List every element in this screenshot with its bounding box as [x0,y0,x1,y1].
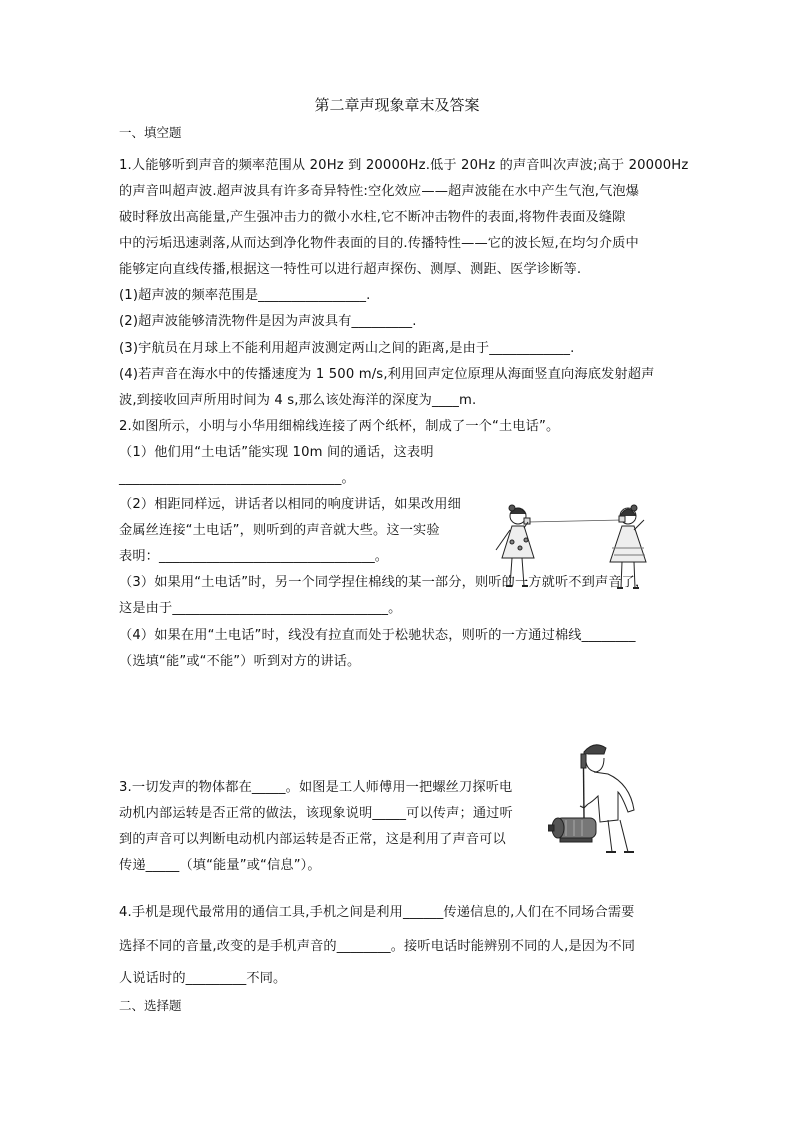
q3-line-1: 3.一切发声的物体都在_____。如图是工人师傅用一把螺丝刀探听电 [119,780,513,795]
q3-line-2: 动机内部运转是否正常的做法，该现象说明_____可以传声；通过听 [119,806,513,821]
q2-sub-3-line-1: （3）如果用“土电话”时，另一个同学捏住棉线的某一部分，则听的一方就听不到声音了， [119,575,649,590]
q2-sub-2-line-1: （2）相距同样远，讲话者以相同的响度讲话，如果改用细 [119,497,461,512]
q2-sub-4-line-1: （4）如果在用“土电话”时，线没有拉直而处于松驰状态，则听的一方通过棉线________ [119,628,636,643]
q1-line-1: 1.人能够听到声音的频率范围从 20Hz 到 20000Hz.低于 20Hz 的声音叫次声波;高于 20000Hz [119,158,689,173]
q1-line-2: 的声音叫超声波.超声波具有许多奇异特性:空化效应——超声波能在水中产生气泡,气泡爆 [119,184,640,199]
q2-sub-2-line-3: 表明：________________________________。 [119,549,389,564]
q4-line-3: 人说话时的_________不同。 [119,971,287,986]
q1-line-5: 能够定向直线传播,根据这一特性可以进行超声探伤、测厚、测距、医学诊断等. [119,262,582,277]
q1-line-4: 中的污垢迅速剥落,从而达到净化物件表面的目的.传播特性——它的波长短,在均匀介质中 [119,236,639,251]
q2-sub-1-line-2: _________________________________。 [119,471,355,486]
screwdriver [581,754,586,818]
section-heading-multiple-choice: 二、选择题 [119,998,182,1013]
q3-line-3: 到的声音可以判断电动机内部运转是否正常，这是利用了声音可以 [119,832,506,847]
worker-motor-illustration [548,740,660,858]
q4-line-1: 4.手机是现代最常用的通信工具,手机之间是利用______传递信息的,人们在不同场合需要 [119,905,635,920]
girl-left [496,505,534,586]
q2-sub-3-line-2: 这是由于________________________________。 [119,601,402,616]
section-heading-fill-in: 一、填空题 [119,125,182,140]
q2-sub-1-line-1: （1）他们用“土电话”能实现 10m 间的通话，这表明 [119,445,434,460]
q1-sub-1: (1)超声波的频率范围是________________. [119,288,371,303]
q1-sub-4-line-2: 波,到接收回声所用时间为 4 s,那么该处海洋的深度为____m. [119,393,477,408]
q1-sub-4-line-1: (4)若声音在海水中的传播速度为 1 500 m/s,利用回声定位原理从海面竖直向海底发射超声 [119,367,655,382]
q2-sub-4-line-2: （选填“能”或“不能”）听到对方的讲话。 [119,654,361,669]
q1-sub-3: (3)宇航员在月球上不能利用超声波测定两山之间的距离,是由于____________. [119,341,575,356]
q2-intro: 2.如图所示，小明与小华用细棉线连接了两个纸杯，制成了一个“土电话”。 [119,419,560,434]
q1-sub-2: (2)超声波能够清洗物件是因为声波具有_________. [119,314,417,329]
string-line [528,520,622,522]
girl-right [610,505,646,588]
q3-line-4: 传递_____（填“能量”或“信息”）。 [119,858,321,873]
page-title: 第二章声现象章末及答案 [314,96,480,114]
motor [548,818,596,842]
q2-sub-2-line-2: 金属丝连接“土电话”，则听到的声音就大些。这一实验 [119,523,440,538]
tin-can-phone-illustration [488,500,658,600]
q1-line-3: 破时释放出高能量,产生强冲击力的微小水柱,它不断冲击物件的表面,将物件表面及缝隙 [119,210,626,225]
q4-line-2: 选择不同的音量,改变的是手机声音的________。接听电话时能辨别不同的人,是因为不同 [119,939,636,954]
